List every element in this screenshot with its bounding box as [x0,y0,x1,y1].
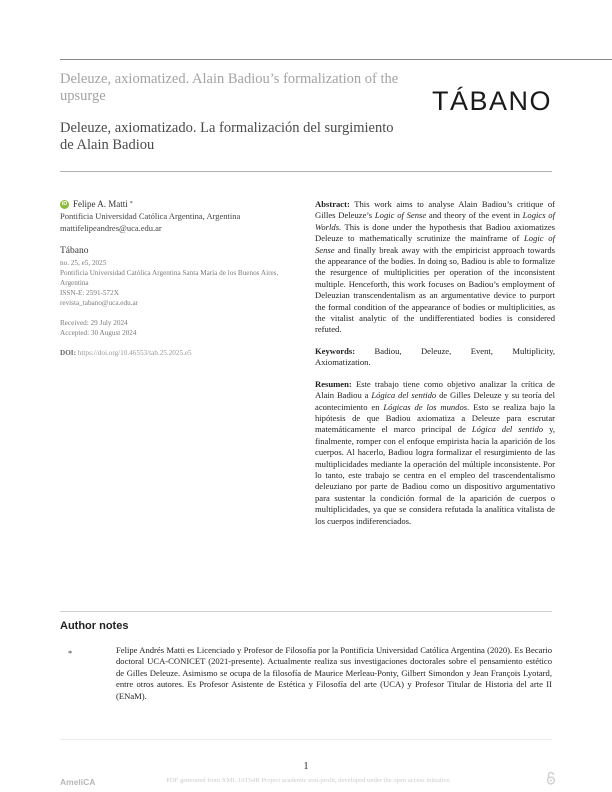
footer-note: PDF generated from XML JATS4R Project academic non-profit, developed under the open access initiative [166,777,450,784]
doi-line [60,349,300,357]
keyword-item: Deleuze, [420,345,452,356]
keyword-item: Axiomatization. [315,357,371,368]
author-affiliation: Pontificia Universidad Católica Argentina, Argentina [60,211,241,221]
resumen-text-3: . Esto se realiza bajo la hipótesis de que Badiou axiomatiza a Deleuze para escrutar matemáticamente el marco principal de [315,401,555,435]
journal-issue: no. 25, e5, 2025 [60,259,107,267]
journal-name: Tábano [60,246,89,256]
received-date: Received: 29 July 2024 [60,319,128,327]
resumen [315,379,555,527]
abstract [315,199,555,336]
abstract-text-2: and theory of the event in [426,210,523,221]
title-english: Deleuze, axiomatized. Alain Badiou’s formalization of the upsurge [60,71,399,104]
abstract-italic-1: Logic of Sense [374,210,427,221]
journal-email[interactable]: revista_tabano@uca.edu.ar [60,299,139,307]
abstract-italic-2: Logics of Worlds [315,210,555,232]
author-notes-text: Felipe Andrés Matti es Licenciado y Profesor de Filosofía por la Pontificia Universidad Católica Argentina (2020). Es Becario doctoral UCA-CONICET (2021-presente). Actualmente realiza sus investigaciones doctorales sobre el pensamiento estético de Gilles Deleuze. Asimismo se ocupa de la filosofía de Maurice Merleau-Ponty, Gilbert Simondon y Jean François Lyotard, entre otros autores. Es Profesor Asistente de Estética y Filosofía del arte (UCA) y Profesor Titular de Historia del arte II (ENaM). [116,645,552,701]
author-note-marker[interactable]: * [129,201,133,207]
header-divider [60,171,552,172]
abstract-text-1: This work aims to analyse Alain Badiou’s critique of Gilles Deleuze’s [315,199,555,221]
journal-publisher: Pontificia Universidad Católica Argentina Santa María de los Buenos Aires, Argentina [60,269,279,287]
keywords-label: Keywords: [315,345,356,356]
journal-issn: ISSN-E: 2591-572X [60,289,119,297]
top-rule [60,59,612,60]
open-access-icon[interactable] [546,771,556,785]
abstract-text-3: . This is done under the hypothesis that Badiou axiomatizes Deleuze to mathematically scrutinize the mainframe of [315,221,555,244]
resumen-label: Resumen: [315,378,352,389]
footer-divider [60,739,552,740]
resumen-italic-3: Lógica del sentido [471,424,544,435]
abstract-text-4: and finally break away with the empiricist approach towards the appearance of the bodies. In doing so, Badiou is able to formalize the resurgence of multiplicities per operation of the inconsistent multiple. Henceforth, this work focuses on Badiou’s employment of Deleuzian transcendentalism as an argumentative device to purport the formal condition of the appearance of bodies or multiplicities, as the vitalist analytic of the undifferentiated bodies is considered refuted. [315,244,555,335]
amelica-logo[interactable]: AmeliCA [60,777,96,787]
abstract-italic-3: Logic of Sense [315,233,555,255]
keyword-item: Badiou, [374,345,402,356]
notes-divider [60,611,552,612]
keywords-line [315,346,555,357]
journal-logo: TÁBANO [432,86,553,116]
resumen-italic-2: Lógicas de los mundos [383,401,468,412]
author-notes-title: Author notes [60,620,129,632]
abstract-label: Abstract: [315,199,350,209]
doi-label: DOI: [60,349,76,357]
orcid-icon[interactable]: iD [61,201,68,207]
author-email[interactable]: mattifelipeandres@uca.edu.ar [60,223,162,233]
accepted-date: Accepted: 30 August 2024 [60,329,137,337]
resumen-text-4: y, finalmente, romper con el enfoque empirista hacia la aparición de los cuerpos. Al hacerlo, Badiou logra formalizar el resurgimiento de las multiplicidades mediante la operación del múltiple inconsistente. Por lo tanto, este trabajo se centra en el empleo del trascendentalismo deleuziano por parte de Badiou como un dispositivo argumentativo para sustentar la condición formal de la aparición de cuerpos o multiplicidades, ya que se considera refutada la analítica vitalista de los cuerpos indiferenciados. [315,424,555,526]
abstract-column [315,199,555,527]
author-notes-marker: * [68,648,73,658]
keyword-item: Event, [470,345,493,356]
resumen-text-1: Este trabajo tiene como objetivo analizar la crítica de Alain Badiou a [315,378,555,401]
doi-link[interactable]: https://doi.org/10.46553/tab.25.2025.e5 [77,349,192,357]
keyword-item: Multiplicity, [512,345,555,356]
keywords [315,346,555,369]
page-number: 1 [303,761,309,772]
resumen-text-2: de Gilles Deleuze y su teoría del acontecimiento en [315,390,556,412]
author-name: Felipe A. Matti [73,199,128,209]
article-meta [60,198,300,357]
author-line [60,198,300,210]
title-spanish: Deleuze, axiomatizado. La formalización del surgimiento de Alain Badiou [60,120,394,153]
resumen-italic-1: Lógica del sentido [371,390,437,401]
